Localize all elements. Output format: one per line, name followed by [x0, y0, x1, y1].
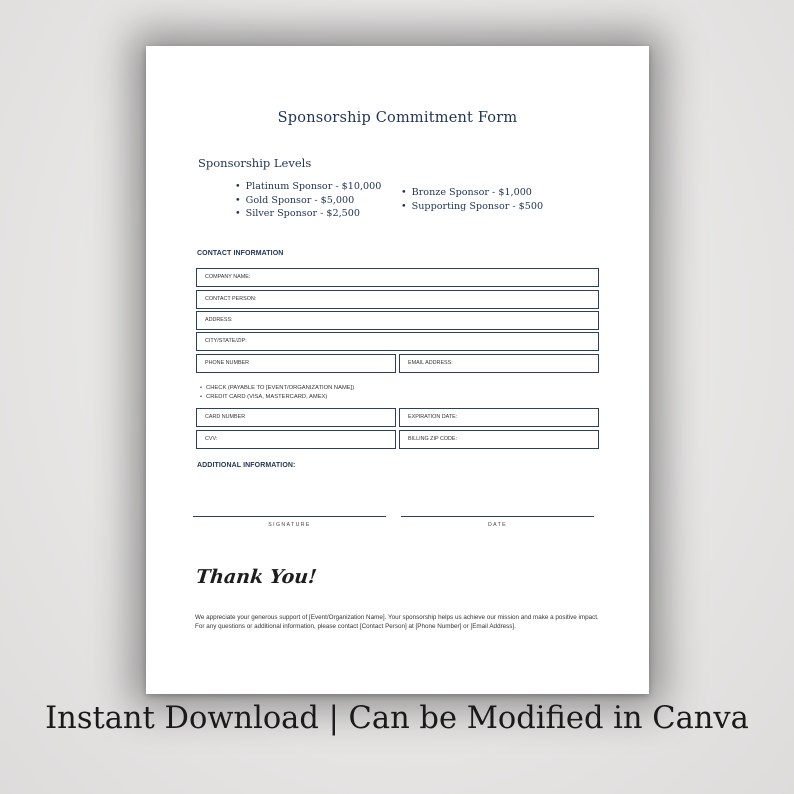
phone-field[interactable]: PHONE NUMBER: [196, 354, 396, 373]
level-item: • Gold Sponsor - $5,000: [235, 194, 381, 208]
payment-options: [200, 384, 354, 401]
levels-list-right: [401, 186, 543, 213]
level-item: • Supporting Sponsor - $500: [401, 200, 543, 214]
expiration-date-field[interactable]: EXPIRATION DATE:: [399, 408, 599, 427]
city-state-zip-field[interactable]: CITY/STATE/ZIP:: [196, 332, 599, 351]
billing-zip-field[interactable]: BILLING ZIP CODE:: [399, 430, 599, 449]
signature-line[interactable]: [193, 516, 386, 517]
address-field[interactable]: ADDRESS:: [196, 311, 599, 330]
date-line[interactable]: [401, 516, 594, 517]
payment-option[interactable]: • CHECK (PAYABLE TO [EVENT/ORGANIZATION NAME]): [200, 384, 354, 393]
contact-heading: CONTACT INFORMATION: [197, 250, 284, 257]
form-page: [146, 46, 649, 694]
cvv-field[interactable]: CVV:: [196, 430, 396, 449]
form-title: Sponsorship Commitment Form: [277, 110, 518, 126]
level-item: • Silver Sponsor - $2,500: [235, 207, 381, 221]
thank-you-text: Thank You!: [194, 566, 318, 588]
levels-list-left: [235, 180, 381, 221]
contact-person-field[interactable]: CONTACT PERSON:: [196, 290, 599, 309]
thank-you-note: We appreciate your generous support of [Event/Organization Name]. Your sponsorship helps us achieve our mission and make a positive impact. For any questions or additional information, please contact [Contact Person] at [Phone Number] or [Email Address].: [195, 614, 599, 630]
additional-info-heading: ADDITIONAL INFORMATION:: [197, 462, 296, 469]
levels-title: Sponsorship Levels: [198, 156, 312, 170]
company-name-field[interactable]: COMPANY NAME:: [196, 268, 599, 287]
date-label: DATE: [487, 522, 508, 528]
level-item: • Platinum Sponsor - $10,000: [235, 180, 381, 194]
signature-label: SIGNATURE: [268, 522, 311, 528]
promo-banner: Instant Download | Can be Modified in Canva: [45, 701, 749, 736]
card-number-field[interactable]: CARD NUMBER: [196, 408, 396, 427]
payment-option[interactable]: • CREDIT CARD (VISA, MASTERCARD, AMEX): [200, 393, 354, 402]
email-field[interactable]: EMAIL ADDRESS:: [399, 354, 599, 373]
level-item: • Bronze Sponsor - $1,000: [401, 186, 543, 200]
